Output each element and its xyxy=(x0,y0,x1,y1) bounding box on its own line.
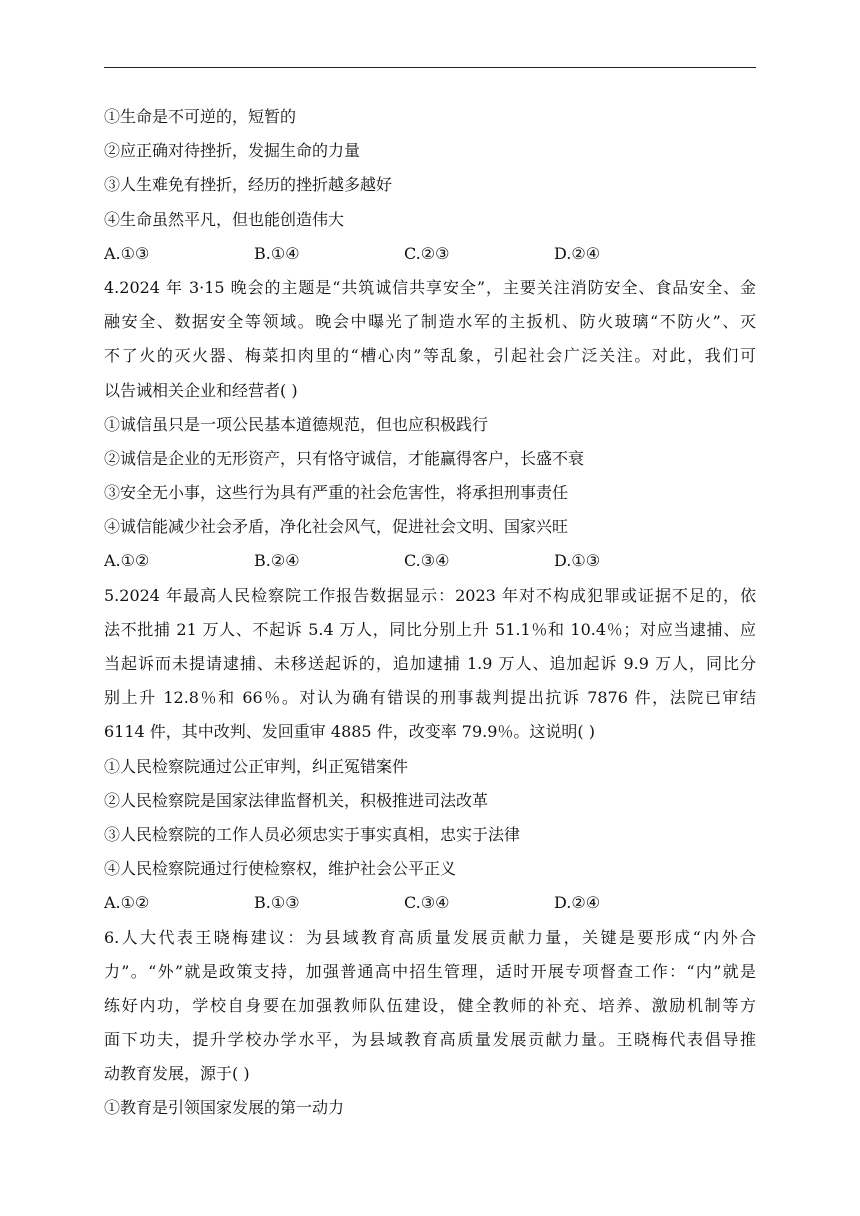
question-5-choices xyxy=(104,886,756,920)
choice-a: A.①② xyxy=(104,551,150,571)
choice-b: B.①④ xyxy=(254,243,300,263)
choice-d: D.②④ xyxy=(554,893,601,913)
stem-line: 力”。“外”就是政策支持，加强普通高中招生管理，适时开展专项督查工作：“内”就是 xyxy=(104,961,756,981)
question-4-options xyxy=(104,408,756,545)
stem-line: 法不批捕 21 万人、不起诉 5.4 万人，同比分别上升 51.1％和 10.4％；对应当逮捕、应 xyxy=(104,619,756,639)
question-3-choices xyxy=(104,237,756,271)
option-line: ②诚信是企业的无形资产，只有恪守诚信，才能赢得客户，长盛不衰 xyxy=(104,448,585,468)
question-4-stem xyxy=(104,271,756,408)
choice-a: A.①② xyxy=(104,893,150,913)
option-line: ③人民检察院的工作人员必须忠实于事实真相，忠实于法律 xyxy=(104,824,521,844)
stem-line: 面下功夫，提升学校办学水平，为县域教育高质量发展贡献力量。王晓梅代表倡导推 xyxy=(104,1030,756,1050)
question-5-options xyxy=(104,750,756,887)
option-line: ③安全无小事，这些行为具有严重的社会危害性，将承担刑事责任 xyxy=(104,483,569,503)
stem-line: 当起诉而未提请逮捕、未移送起诉的，追加逮捕 1.9 万人、追加起诉 9.9 万人，同比分 xyxy=(104,654,756,673)
option-line: ②应正确对待挫折，发掘生命的力量 xyxy=(104,141,361,161)
option-line: ①人民检察院通过公正审判，纠正冤错案件 xyxy=(104,756,409,776)
stem-line: 5.2024 年最高人民检察院工作报告数据显示：2023 年对不构成犯罪或证据不足的，依 xyxy=(104,585,756,605)
choice-a: A.①③ xyxy=(104,243,150,263)
option-line: ④诚信能减少社会矛盾，净化社会风气，促进社会文明、国家兴旺 xyxy=(104,517,569,537)
question-6-options xyxy=(104,1091,756,1125)
choice-d: D.①③ xyxy=(554,551,601,571)
stem-line: 别上升 12.8％和 66％。对认为确有错误的刑事裁判提出抗诉 7876 件，法院已审结 xyxy=(104,688,756,708)
choice-c: C.③④ xyxy=(404,551,450,571)
option-line: ①生命是不可逆的，短暂的 xyxy=(104,107,297,126)
option-line: ②人民检察院是国家法律监督机关，积极推进司法改革 xyxy=(104,790,489,810)
option-line: ①教育是引领国家发展的第一动力 xyxy=(104,1098,345,1118)
exam-page-content xyxy=(104,100,756,1126)
option-line: ③人生难免有挫折，经历的挫折越多越好 xyxy=(104,175,393,195)
stem-line: 6114 件，其中改判、发回重审 4885 件，改变率 79.9％。这说明( ) xyxy=(104,722,595,742)
option-line: ①诚信虽只是一项公民基本道德规范，但也应积极践行 xyxy=(104,414,489,434)
choice-c: C.②③ xyxy=(404,243,450,263)
option-line: ④人民检察院通过行使检察权，维护社会公平正义 xyxy=(104,859,457,879)
question-4-choices xyxy=(104,544,756,578)
stem-line: 4.2024 年 3·15 晚会的主题是“共筑诚信共享安全”，主要关注消防安全、食品安全、金 xyxy=(104,277,756,297)
stem-line: 6.人大代表王晓梅建议：为县域教育高质量发展贡献力量，关键是要形成“内外合 xyxy=(104,927,756,947)
stem-line: 以告诫相关企业和经营者( ) xyxy=(104,380,298,400)
question-5-stem xyxy=(104,579,756,750)
question-3-options xyxy=(104,100,756,237)
choice-c: C.③④ xyxy=(404,893,450,913)
stem-line: 不了火的灭火器、梅菜扣肉里的“槽心肉”等乱象，引起社会广泛关注。对此，我们可 xyxy=(104,346,756,366)
option-line: ④生命虽然平凡，但也能创造伟大 xyxy=(104,209,345,229)
choice-b: B.②④ xyxy=(254,551,300,571)
header-rule xyxy=(104,67,756,68)
stem-line: 融安全、数据安全等领域。晚会中曝光了制造水军的主扳机、防火玻璃“不防火”、灭 xyxy=(104,312,756,332)
question-6-stem xyxy=(104,921,756,1092)
choice-b: B.①③ xyxy=(254,893,300,913)
choice-d: D.②④ xyxy=(554,243,601,263)
stem-line: 练好内功，学校自身要在加强教师队伍建设，健全教师的补充、培养、激励机制等方 xyxy=(104,995,756,1015)
stem-line: 动教育发展，源于( ) xyxy=(104,1064,250,1084)
